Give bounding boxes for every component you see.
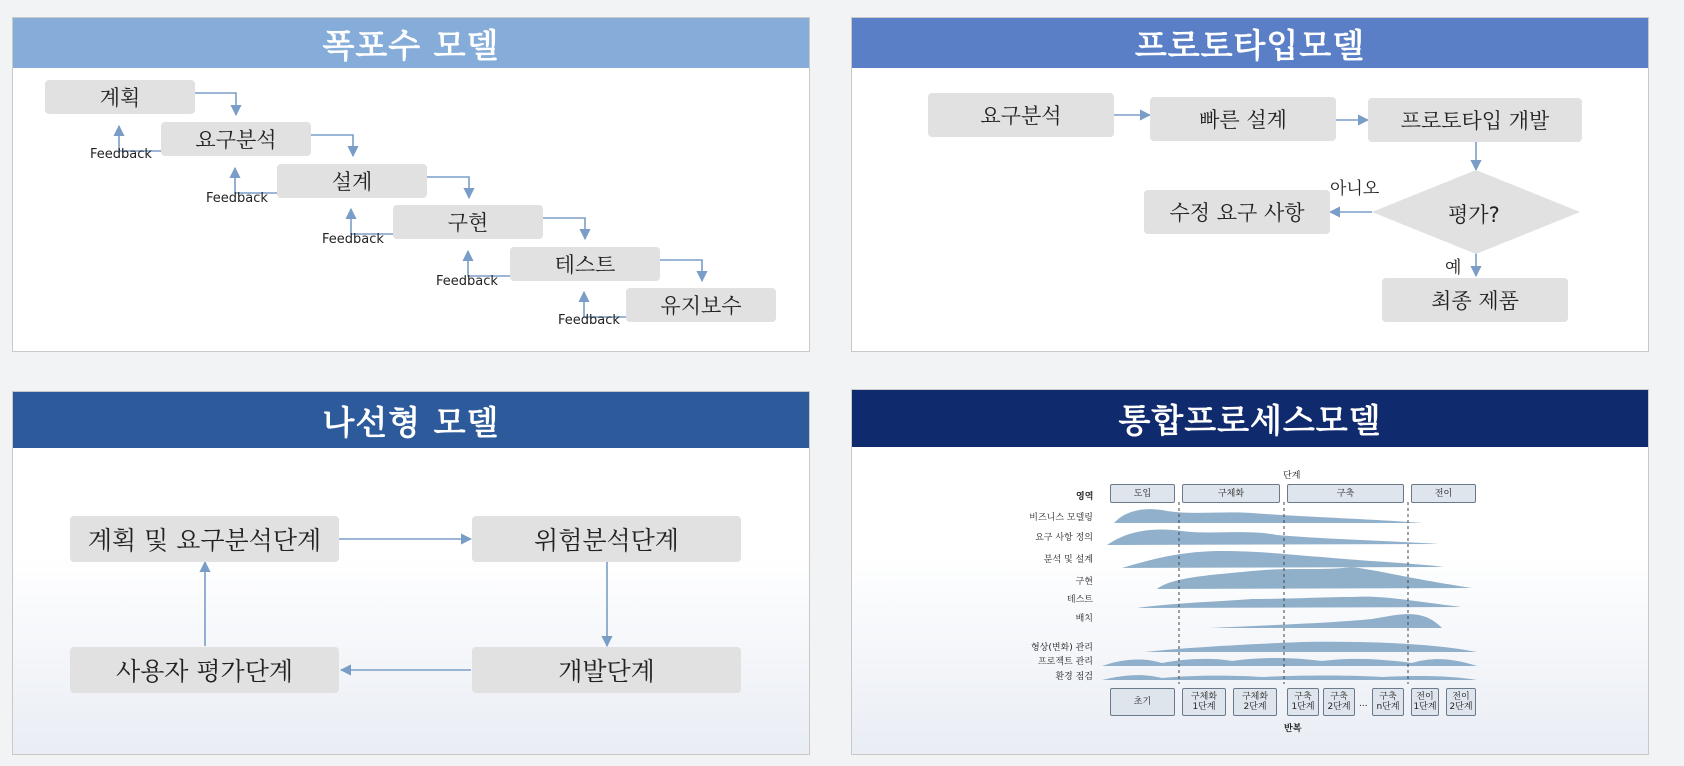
iteration-const-1 — [1287, 688, 1319, 716]
hump-test — [1137, 597, 1462, 608]
unified-body — [852, 447, 1648, 754]
iteration-const-2 — [1323, 688, 1355, 716]
hump-project — [1102, 658, 1477, 666]
waterfall-body — [13, 68, 809, 351]
hump-requirements — [1107, 530, 1440, 545]
support-config: 형상(변화) 관리 — [1030, 643, 1093, 653]
iteration-elab-1-top: 구체화 — [1190, 692, 1218, 702]
step-maintenance: 유지보수 — [626, 288, 776, 322]
spiral-title: 나선형 모델 — [13, 392, 809, 448]
hump-business — [1114, 509, 1422, 523]
discipline-requirements: 요구 사항 정의 — [1035, 533, 1093, 543]
hump-environment — [1102, 675, 1477, 680]
phase-construction: 구축 — [1287, 484, 1404, 503]
step-requirements: 요구분석 — [161, 122, 311, 156]
flow-arrow-1 — [195, 93, 236, 115]
hump-config — [1144, 642, 1477, 652]
phase-elaboration: 구체화 — [1182, 484, 1280, 503]
iteration-const-n — [1372, 688, 1404, 716]
step-test: 테스트 — [510, 247, 660, 281]
discipline-implementation: 구현 — [1075, 577, 1093, 587]
proto-evaluate-label: 평가? — [1448, 203, 1500, 227]
spiral-dev: 개발단계 — [472, 647, 741, 693]
phase-header: 단계 — [1283, 471, 1301, 481]
iteration-ellipsis: ... — [1359, 699, 1368, 709]
iteration-trans-1-bottom: 1단계 — [1413, 702, 1437, 712]
spiral-eval: 사용자 평가단계 — [70, 647, 339, 693]
feedback-arrow-3 — [351, 209, 393, 234]
iteration-trans-2-top: 전이 — [1452, 692, 1470, 702]
proto-revise: 수정 요구 사항 — [1144, 190, 1330, 234]
flow-arrow-4 — [543, 218, 585, 239]
iteration-const-1-bottom: 1단계 — [1291, 702, 1315, 712]
spiral-risk: 위험분석단계 — [472, 516, 741, 562]
phase-inception: 도입 — [1110, 484, 1175, 503]
proto-quick-design: 빠른 설계 — [1150, 97, 1336, 141]
iteration-trans-2 — [1446, 688, 1476, 716]
hump-analysis — [1122, 551, 1444, 568]
prototype-body — [852, 68, 1648, 351]
discipline-analysis: 분석 및 설계 — [1043, 555, 1093, 565]
iteration-initial-label: 초기 — [1133, 697, 1152, 707]
flow-arrow-5 — [660, 260, 702, 281]
unified-title: 통합프로세스모델 — [852, 390, 1648, 447]
step-plan: 계획 — [45, 80, 195, 114]
feedback-arrow-2 — [235, 168, 277, 193]
spiral-plan: 계획 및 요구분석단계 — [70, 516, 339, 562]
iteration-const-2-top: 구축 — [1330, 692, 1348, 702]
spiral-body — [13, 448, 809, 754]
iteration-trans-1 — [1411, 688, 1439, 716]
feedback-label-3: Feedback — [322, 232, 384, 247]
flow-arrow-3 — [427, 177, 469, 198]
feedback-label-5: Feedback — [558, 313, 620, 328]
discipline-business: 비즈니스 모델링 — [1029, 513, 1093, 523]
iteration-elab-2-top: 구체화 — [1241, 692, 1269, 702]
iteration-const-1-top: 구축 — [1294, 692, 1312, 702]
waterfall-title: 폭포수 모델 — [13, 18, 809, 68]
phase-transition: 전이 — [1411, 484, 1476, 503]
feedback-label-2: Feedback — [206, 191, 268, 206]
proto-yes-label: 예 — [1445, 258, 1462, 278]
iteration-elab-2-bottom: 2단계 — [1243, 702, 1267, 712]
step-design: 설계 — [277, 164, 427, 198]
waterfall-panel — [12, 17, 810, 352]
support-project: 프로젝트 관리 — [1037, 657, 1093, 667]
iteration-trans-2-bottom: 2단계 — [1449, 702, 1473, 712]
discipline-test: 테스트 — [1066, 595, 1093, 605]
discipline-deployment: 배치 — [1075, 614, 1093, 624]
prototype-panel — [851, 17, 1649, 352]
hump-deployment — [1210, 614, 1442, 628]
step-implementation: 구현 — [393, 205, 543, 239]
iteration-const-2-bottom: 2단계 — [1327, 702, 1351, 712]
support-environment: 환경 점검 — [1055, 672, 1093, 682]
iteration-elab-1 — [1182, 688, 1226, 716]
prototype-title: 프로토타입모델 — [852, 18, 1648, 68]
iteration-label: 반복 — [1284, 724, 1302, 734]
iteration-initial — [1110, 688, 1175, 716]
iteration-elab-2 — [1233, 688, 1277, 716]
feedback-arrow-4 — [468, 251, 510, 276]
unified-panel — [851, 389, 1649, 755]
flow-arrow-2 — [311, 135, 353, 156]
iteration-elab-1-bottom: 1단계 — [1192, 702, 1216, 712]
proto-no-label: 아니오 — [1330, 179, 1380, 199]
hump-implementation — [1157, 567, 1472, 589]
spiral-connectors — [13, 448, 810, 755]
proto-final: 최종 제품 — [1382, 278, 1568, 322]
iteration-const-n-bottom: n단계 — [1376, 702, 1400, 712]
feedback-label-4: Feedback — [436, 274, 498, 289]
area-label: 영역 — [1076, 492, 1094, 502]
iteration-const-n-top: 구축 — [1379, 692, 1397, 702]
proto-requirements: 요구분석 — [928, 93, 1114, 137]
iteration-trans-1-top: 전이 — [1416, 692, 1434, 702]
proto-build: 프로토타입 개발 — [1368, 98, 1582, 142]
spiral-panel — [12, 391, 810, 755]
feedback-label-1: Feedback — [90, 147, 152, 162]
